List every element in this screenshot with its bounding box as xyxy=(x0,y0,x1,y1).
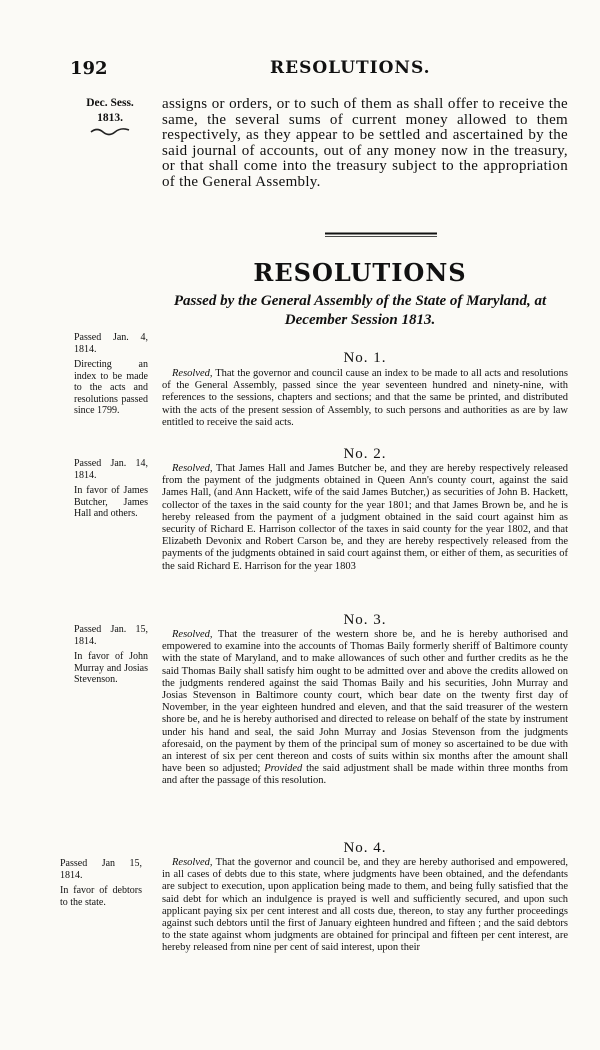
resolution-body: That James Hall and James Butcher be, and they are hereby respectively released from the payment of the judgments obtained in Queen Ann's county court, against the said James Hall, (and Ann Hackett, wife of the said James Butcher,) as securities of John B. Hackett, collector of the taxes in the said county for the year 1801; and that James Brown be, and he is hereby released from the payment of a judgment obtained in the said court against him as security of Richard E. Harrison collector of the taxes in said county for the year 1802, and that Elizabeth Devonix and Robert Carson be, and they are hereby respectively released from the payments of the judgments obtained in said court against them, or either of them, as securities of the said Richard E. Harrison for the year 1803 xyxy=(162,463,568,572)
resolution-body: That the treasurer of the western shore be, and he is hereby authorised and empowered to examine into the accounts of Thomas Baily formerly sheriff of Baltimore county with the state of Maryland, and to make allowances of such other and further credits as he the said Thomas Baily shall satisfy him ought to be admitted over and above the credits allowed on the judgments rendered against the said Thomas Baily and his securities, John Murray and Josias Stevenson in Baltimore county court, which bear date on the twenty first day of November, in the year eighteen hundred and eleven, and that the said treasurer of the western shore be, and he is hereby authorised and directed to release on behalf of the state by instrument under his hand and seal, the said John Murray and Josias Stevenson from the judgments aforesaid, on the payment by them of the principal sum of money so ascertained to be due with an interest of six per cent thereon and costs of suits within six months after the amount shall have been so adjusted; xyxy=(162,629,568,775)
section-title: RESOLUTIONS xyxy=(253,258,467,287)
passed-date: Passed Jan 15, 1814. xyxy=(60,858,142,881)
session-margin-note xyxy=(70,96,150,136)
margin-summary: Directing an index to be made to the acts and resolutions passed since 1799. xyxy=(74,359,148,416)
passed-date: Passed Jan. 15, 1814. xyxy=(74,624,148,647)
resolution-1-margin-note xyxy=(74,332,148,417)
page-number: 192 xyxy=(70,58,108,79)
double-rule-divider xyxy=(325,232,437,238)
page-header xyxy=(70,58,560,82)
resolution-1-text xyxy=(162,368,568,429)
passed-date: Passed Jan. 4, 1814. xyxy=(74,332,148,355)
resolution-2-text xyxy=(162,463,568,573)
section-subtitle: Passed by the General Assembly of the State of Maryland, at December Session 1813. xyxy=(173,293,547,328)
resolution-number: No. 1. xyxy=(343,350,387,366)
resolution-body: That the governor and council be, and they are hereby authorised and empowered, in all cases of debts due to this state, where judgments have been obtained, and the defendants are subject to execution, upon application being made to them, and being fully satisfied that the said debt for which an indulgence is prayed is well and sufficiently secured, and upon such applicant paying six per cent interest and all costs due, thereon, to stay any further proceedings against such debtors until the first of January eighteen hundred and fifteen ; and the said debtors to the state against whom judgments are obtained for principal and fifteen per cent interest, are hereby released from nine per cent of said interest, upon their xyxy=(162,857,568,954)
session-label: Dec. Sess. xyxy=(86,97,134,109)
resolution-number: No. 3. xyxy=(343,612,387,628)
margin-summary: In favor of James Butcher, James Hall and others. xyxy=(74,485,148,519)
resolution-4-text xyxy=(162,857,568,955)
margin-summary: In favor of debtors to the state. xyxy=(60,885,142,908)
session-year: 1813. xyxy=(97,112,123,124)
resolved-lead: Resolved, xyxy=(172,368,213,379)
resolution-body: That the governor and council cause an index to be made to all acts and resolutions of the General Assembly, passed since the year seventeen hundred and ninety-nine, with references to the sessions, chapters and sections; and that the same be printed, and distributed with the acts of the present session of Assembly, to such persons and authorities as are by law entitled to receive the said acts. xyxy=(162,368,568,428)
resolution-number: No. 4. xyxy=(343,840,387,856)
resolved-lead: Resolved, xyxy=(172,629,213,640)
resolution-4-margin-note xyxy=(60,858,142,908)
resolution-2-margin-note xyxy=(74,458,148,520)
resolved-lead: Resolved, xyxy=(172,857,213,868)
ornament-squiggle-icon xyxy=(89,126,131,136)
continuation-paragraph: assigns or orders, or to such of them as shall offer to receive the same, the several sums of current money allowed to them respectively, as they appear to be settled and ascertained by the said journal of accounts, out of any money now in the treasury, or that shall come into the treasury subject to the appropriation of the General Assembly. xyxy=(162,96,568,190)
resolution-number: No. 2. xyxy=(343,446,387,462)
provided-lead: Provided xyxy=(264,763,303,775)
resolution-3-text xyxy=(162,629,568,788)
margin-summary: In favor of John Murray and Josias Stevenson. xyxy=(74,651,148,685)
running-title: RESOLUTIONS. xyxy=(270,58,431,78)
passed-date: Passed Jan. 14, 1814. xyxy=(74,458,148,481)
resolution-3-margin-note xyxy=(74,624,148,686)
proviso-body: the said adjustment shall be made within three months from and after the passage of this resolution. xyxy=(162,763,568,787)
resolved-lead: Resolved, xyxy=(172,463,213,474)
